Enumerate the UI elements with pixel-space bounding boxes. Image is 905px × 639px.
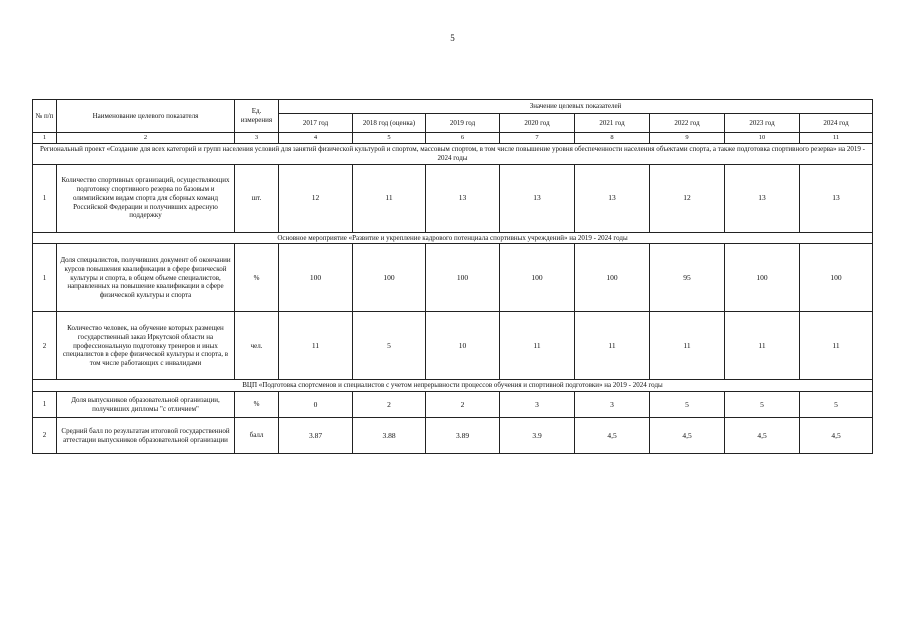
target-indicators-table	[32, 99, 873, 454]
column-numbers-row	[33, 133, 873, 144]
value-cell: 100	[575, 244, 650, 312]
value-cell: 13	[575, 164, 650, 232]
value-cell: 3	[575, 392, 650, 418]
unit: чел.	[235, 312, 279, 380]
header-col-unit: Ед. измерения	[235, 100, 279, 133]
column-number: 9	[650, 133, 725, 144]
header-year: 2022 год	[650, 114, 725, 133]
value-cell: 100	[279, 244, 353, 312]
value-cell: 4,5	[800, 418, 873, 454]
value-cell: 4,5	[650, 418, 725, 454]
unit: %	[235, 244, 279, 312]
column-number: 2	[57, 133, 235, 144]
value-cell: 5	[650, 392, 725, 418]
table-row	[33, 312, 873, 380]
unit: шт.	[235, 164, 279, 232]
value-cell: 0	[279, 392, 353, 418]
value-cell: 2	[426, 392, 500, 418]
section-title: ВЦП «Подготовка спортсменов и специалистов с учетом непрерывности процессов обучения и спортивной подготовки» на 2019 - 2024 годы	[33, 380, 873, 392]
header-row	[33, 100, 873, 114]
value-cell: 3.88	[353, 418, 426, 454]
indicator-name: Количество спортивных организаций, осуществляющих подготовку спортивного резерва по базовым и олимпийским видам спорта для сборных команд Российской Федерации и получивших адресную поддержку	[57, 164, 235, 232]
unit: %	[235, 392, 279, 418]
value-cell: 12	[650, 164, 725, 232]
row-number: 1	[33, 244, 57, 312]
value-cell: 3	[500, 392, 575, 418]
header-values-group: Значение целевых показателей	[279, 100, 873, 114]
unit: балл	[235, 418, 279, 454]
value-cell: 3.89	[426, 418, 500, 454]
value-cell: 5	[800, 392, 873, 418]
section-row	[33, 380, 873, 392]
value-cell: 12	[279, 164, 353, 232]
header-year: 2024 год	[800, 114, 873, 133]
value-cell: 10	[426, 312, 500, 380]
header-year: 2020 год	[500, 114, 575, 133]
value-cell: 11	[500, 312, 575, 380]
header-year: 2017 год	[279, 114, 353, 133]
header-year: 2018 год (оценка)	[353, 114, 426, 133]
value-cell: 4,5	[575, 418, 650, 454]
column-number: 7	[500, 133, 575, 144]
value-cell: 11	[279, 312, 353, 380]
value-cell: 100	[426, 244, 500, 312]
table-row	[33, 392, 873, 418]
row-number: 1	[33, 392, 57, 418]
row-number: 1	[33, 164, 57, 232]
column-number: 1	[33, 133, 57, 144]
section-title: Региональный проект «Создание для всех категорий и групп населения условий для занятий физической культурой и спортом, массовым спортом, в том числе повышение уровня обеспеченности населения объектами спорта, а также подготовка спортивного резерва» на 2019 - 2024 годы	[33, 144, 873, 165]
value-cell: 11	[725, 312, 800, 380]
value-cell: 100	[500, 244, 575, 312]
header-year: 2023 год	[725, 114, 800, 133]
column-number: 4	[279, 133, 353, 144]
value-cell: 13	[800, 164, 873, 232]
header-col-no: № п/п	[33, 100, 57, 133]
value-cell: 5	[353, 312, 426, 380]
indicator-name: Средний балл по результатам итоговой государственной аттестации выпускников образовательной организации	[57, 418, 235, 454]
value-cell: 3.9	[500, 418, 575, 454]
indicator-name: Доля специалистов, получивших документ об окончании курсов повышения квалификации в сфере физической культуры и спорта, в общем объеме специалистов, направленных на повышение квалификации в сфере физической культуры и спорта	[57, 244, 235, 312]
section-title: Основное мероприятие «Развитие и укрепление кадрового потенциала спортивных учреждений» на 2019 - 2024 годы	[33, 232, 873, 244]
row-number: 2	[33, 312, 57, 380]
value-cell: 95	[650, 244, 725, 312]
value-cell: 13	[725, 164, 800, 232]
header-year: 2021 год	[575, 114, 650, 133]
row-number: 2	[33, 418, 57, 454]
value-cell: 100	[800, 244, 873, 312]
value-cell: 2	[353, 392, 426, 418]
table-row	[33, 418, 873, 454]
indicator-name: Доля выпускников образовательной организации, получивших дипломы "с отличием"	[57, 392, 235, 418]
value-cell: 11	[650, 312, 725, 380]
value-cell: 11	[575, 312, 650, 380]
indicator-name: Количество человек, на обучение которых размещен государственный заказ Иркутской области на профессиональную подготовку тренеров и иных специалистов в сфере физической культуры и спорта, в том числе работающих с инвалидами	[57, 312, 235, 380]
value-cell: 3.87	[279, 418, 353, 454]
header-year: 2019 год	[426, 114, 500, 133]
column-number: 3	[235, 133, 279, 144]
table-row	[33, 164, 873, 232]
value-cell: 13	[500, 164, 575, 232]
table-row	[33, 244, 873, 312]
column-number: 8	[575, 133, 650, 144]
column-number: 6	[426, 133, 500, 144]
value-cell: 11	[800, 312, 873, 380]
section-row	[33, 232, 873, 244]
value-cell: 5	[725, 392, 800, 418]
column-number: 10	[725, 133, 800, 144]
value-cell: 13	[426, 164, 500, 232]
value-cell: 100	[725, 244, 800, 312]
value-cell: 100	[353, 244, 426, 312]
section-row	[33, 144, 873, 165]
value-cell: 11	[353, 164, 426, 232]
value-cell: 4,5	[725, 418, 800, 454]
page-number: 5	[450, 33, 455, 43]
column-number: 5	[353, 133, 426, 144]
header-col-name: Наименование целевого показателя	[57, 100, 235, 133]
column-number: 11	[800, 133, 873, 144]
